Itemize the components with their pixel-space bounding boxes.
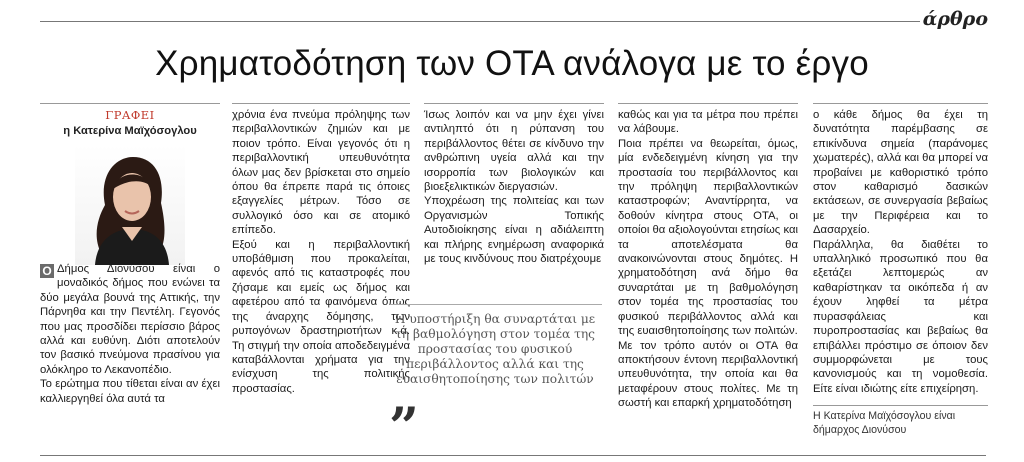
byline <box>40 108 220 265</box>
author-portrait <box>75 145 185 265</box>
author-portrait-image <box>75 145 185 265</box>
section-tag: άρθρο <box>922 8 988 30</box>
pullquote-rule <box>390 304 602 305</box>
col1-paragraph-1: Ο Δήμος Διονύσου είναι ο μοναδικός δήμος που ενώνει τα δύο μεγάλα βουνά της Αττικής, την Πάρνηθα και την Πεντέλη. Γεγονός που μας προσδίδει περίσσιο βάρος αλλά και ευθύνη. Διότι αποτελούν τον βασικό πνεύμονα πρασίνου για ολόκληρο το Λεκανοπέδιο. <box>40 263 220 376</box>
col2-paragraph-1: χρόνια ένα πνεύμα πρόληψης των περιβαλλοντικών ζημιών και με ποιον τρόπο. Είναι γεγονός ότι η περιβαλλοντική υπευθυνότητα όλων μας δεν βρίσκεται στο σημείο όπου θα έπρεπε παρά τις όποιες εξαγγελίες μέτρων. Τόσο σε συλλογικό όσο και σε ατομικό επίπεδο. <box>232 109 410 237</box>
column-5 <box>813 108 988 396</box>
col1-rule <box>40 103 220 104</box>
pull-quote: Η υποστήριξη θα συναρτάται με τη βαθμολόγηση στον τομέα της προστασίας του φυσικού περιβάλλοντος αλλά και της ευαισθητοποίησης των πολιτών <box>394 312 596 386</box>
col4-paragraph-3: Με τον τρόπο αυτόν οι ΟΤΑ θα αποκτήσουν έντονη περιβαλλοντική υπευθυνότητα, την οποία και θα μεταφέρουν στους πολίτες. Με τη σωστή και επαρκή χρηματοδότηση <box>618 339 798 410</box>
quote-mark-icon: ” <box>389 397 419 458</box>
byline-author: η Κατερίνα Μαϊχόσογλου <box>63 125 197 137</box>
col3-rule <box>424 103 604 104</box>
col1-paragraph-2: Το ερώτημα που τίθεται είναι αν έχει καλλιεργηθεί όλα αυτά τα <box>40 378 220 405</box>
col5-rule <box>813 103 988 104</box>
col3-paragraph-2: Υποχρέωση της πολιτείας και των Οργανισμών Τοπικής Αυτοδιοίκησης είναι η αδιάλειπτη και πλήρης ενημέρωση αναφορικά με τους κινδύνους που διατρέχουμε <box>424 195 604 266</box>
byline-writes: ΓΡΑΦΕΙ <box>105 108 155 122</box>
column-2 <box>232 108 410 396</box>
col5-paragraph-1: ο κάθε δήμος θα έχει τη δυνατότητα παρέμβασης σε επικίνδυνα σημεία (παράνομες χωματερές), αλλά και θα μπορεί να προβαίνει με καθοριστικό τρόπο στον καθαρισμό δασικών εκτάσεων, σε συνεργασία βεβαίως με την Περιφέρεια και το Δασαρχείο. <box>813 109 988 237</box>
column-1 <box>40 262 220 406</box>
col4-paragraph-1: καθώς και για τα μέτρα που πρέπει να λάβουμε. <box>618 109 798 136</box>
col4-paragraph-2: Ποια πρέπει να θεωρείται, όμως, μία ενδεδειγμένη κίνηση για την προστασία του περιβάλλοντος και την πρόληψη περιβαλλοντικών καταστροφών; Αναντίρρητα, να δοθούν κίνητρα στους ΟΤΑ, οι οποίοι θα αξιολογούνται ετησίως και τα αποτελέσματα θα ανακοινώνονται στους δημότες. Η χρηματοδότηση ανά δήμο θα συναρτάται με τη βαθμολόγηση στον τομέα της προστασίας του φυσικού περιβάλλοντος αλλά και της ευαισθητοποίησης των πολιτών. <box>618 137 798 338</box>
top-rule <box>40 21 920 22</box>
col2-rule <box>232 103 410 104</box>
col3-paragraph-1: Ίσως λοιπόν και να μην έχει γίνει αντιληπτό ότι η ρύπανση του περιβάλλοντος θέτει σε κίνδυνο την ανθρώπινη υγεία αλλά και την ισορροπία των βιολογικών και βιοεξελικτικών διεργασιών. <box>424 109 604 194</box>
signature-rule <box>813 405 988 406</box>
col4-rule <box>618 103 798 104</box>
column-4 <box>618 108 798 411</box>
col5-paragraph-2: Παράλληλα, θα διαθέτει το υπαλληλικό προσωπικό που θα εξετάζει λεπτομερώς αν καθαρίστηκαν τα οικόπεδα ή αν έχουν ληφθεί τα μέτρα πυρασφάλειας και πυροπροστασίας και βεβαίως θα επιβάλλει πρόστιμο σε όποιον δεν συμμορφώνεται με τους κανονισμούς και τη νομοθεσία. Είτε είναι ιδιώτης είτε επιχείρηση. <box>813 238 988 395</box>
article-headline: Χρηματοδότηση των ΟΤΑ ανάλογα με το έργο <box>155 44 869 83</box>
col2-paragraph-2: Εξού και η περιβαλλοντική υποβάθμιση που προκαλείται, αφενός από τις καταστροφές που ζήσαμε και εμείς ως δήμος και αφετέρου από τα φαινόμενα όπως της άναρχης δόμησης, των ρυπογόνων δραστηριοτήτων κ.ά. Τη στιγμή την οποία αποδεδειγμένα καταβάλλονται χρήματα για την ενίσχυση της πολιτικής προστασίας. <box>232 238 410 395</box>
author-signature: Η Κατερίνα Μαϊχόσογλου είναι δήμαρχος Διονύσου <box>813 410 956 436</box>
column-3 <box>424 108 604 266</box>
bottom-rule <box>40 455 986 456</box>
drop-cap: Ο <box>40 264 54 278</box>
